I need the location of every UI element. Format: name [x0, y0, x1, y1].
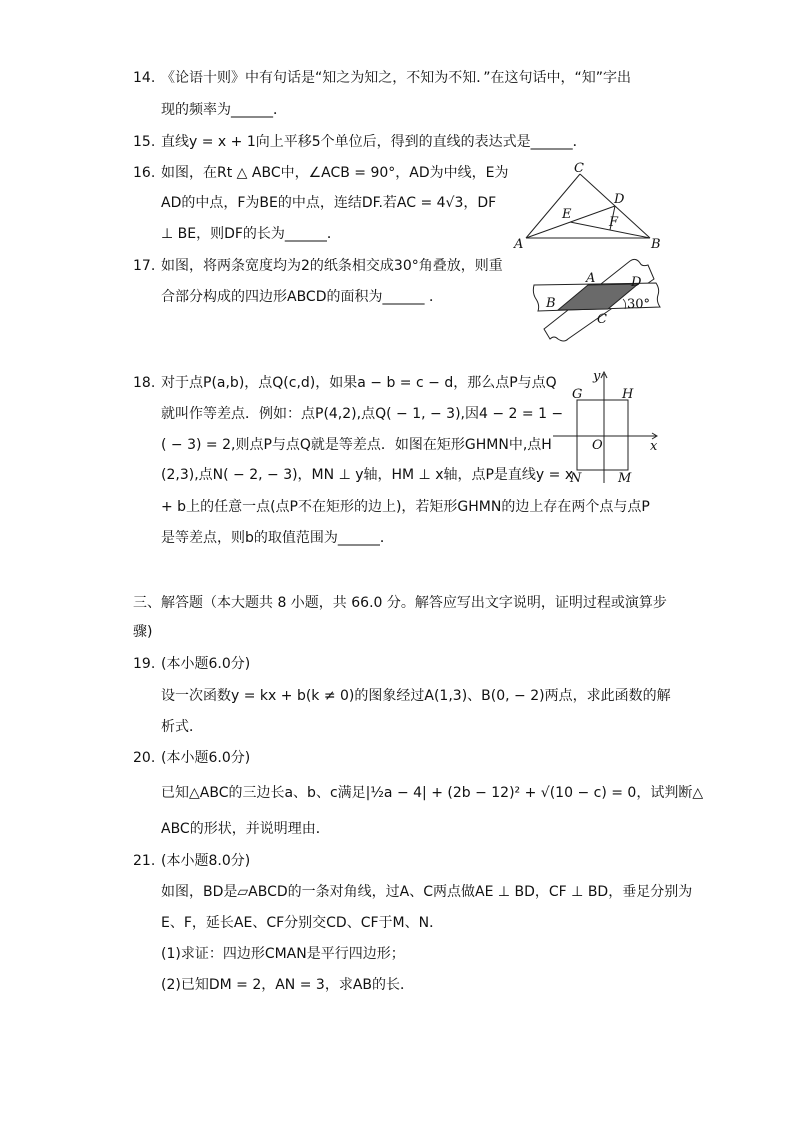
q14-number: 14. — [133, 70, 156, 86]
q20-score: (本小题6.0分) — [161, 750, 251, 766]
q16-text-line2: AD的中点，F为BE的中点，连结DF.若AC = 4√3，DF — [161, 195, 497, 211]
q17-paper-strips-figure — [530, 255, 665, 347]
q16-label-c: C — [574, 161, 584, 176]
q19-text-line1: 设一次函数y = kx + b(k ≠ 0)的图象经过A(1,3)、B(0, − 2)两点，求此函数的解 — [161, 688, 671, 704]
q16-number: 16. — [133, 165, 156, 181]
q17-label-c: C — [597, 312, 607, 327]
q18-text-line1: 对于点P(a,b)，点Q(c,d)，如果a − b = c − d，那么点P与点Q — [161, 375, 557, 391]
q17-number: 17. — [133, 258, 156, 274]
q17-label-b: B — [546, 296, 556, 311]
q16-triangle-figure — [508, 160, 668, 255]
q16-text-line3: ⊥ BE，则DF的长为______． — [161, 226, 341, 242]
q18-label-n: N — [570, 471, 582, 486]
q18-label-x: x — [650, 439, 658, 454]
q21-score: (本小题8.0分) — [161, 853, 251, 869]
q17-text-line2: 合部分构成的四边形ABCD的面积为______ ． — [161, 289, 443, 305]
q18-number: 18. — [133, 375, 156, 391]
q16-label-a: A — [514, 237, 524, 252]
q19-text-line2: 析式． — [161, 719, 203, 735]
q18-text-line5: + b上的任意一点(点P不在矩形的边上)，若矩形GHMN的边上存在两个点与点P — [161, 499, 650, 515]
q21-text-line3: (1)求证：四边形CMAN是平行四边形； — [161, 946, 405, 962]
q20-text-line1: 已知△ABC的三边长a、b、c满足|½a − 4| + (2b − 12)² + √(10 − c) = 0，试判断△ — [161, 785, 704, 801]
q14-text-line1: 《论语十则》中有句话是“知之为知之，不知为不知．”在这句话中，“知”字出 — [161, 70, 632, 86]
q17-label-a: A — [586, 271, 596, 286]
q18-label-m: M — [618, 471, 632, 486]
q14-text-line2: 现的频率为______． — [161, 102, 287, 118]
q18-text-line4: (2,3),点N( − 2, − 3)，MN ⊥ y轴，HM ⊥ x轴，点P是直线y = x — [161, 467, 574, 483]
q15-text-line1: 直线y = x + 1向上平移5个单位后，得到的直线的表达式是______． — [161, 134, 587, 150]
section3-heading-line1: 三、解答题（本大题共 8 小题，共 66.0 分。解答应写出文字说明，证明过程或演算步 — [133, 595, 667, 611]
q16-label-f: F — [609, 215, 619, 230]
q16-label-b: B — [651, 237, 661, 252]
q21-number: 21. — [133, 853, 156, 869]
q19-number: 19. — [133, 656, 156, 672]
q18-rectangle-ghmn — [577, 400, 628, 470]
q15-number: 15. — [133, 134, 156, 150]
q21-text-line1: 如图，BD是▱ABCD的一条对角线，过A、C两点做AE ⊥ BD，CF ⊥ BD，垂足分别为 — [161, 884, 693, 900]
q16-text-line1: 如图，在Rt △ ABC中，∠ACB = 90°，AD为中线，E为 — [161, 165, 509, 181]
q18-label-g: G — [572, 387, 583, 402]
section3-heading-line2: 骤) — [133, 624, 153, 640]
q19-score: (本小题6.0分) — [161, 656, 251, 672]
q18-text-line6: 是等差点，则b的取值范围为______． — [161, 530, 394, 546]
q17-label-angle: 30° — [627, 297, 651, 312]
q20-text-line2: ABC的形状，并说明理由． — [161, 821, 330, 837]
q18-rectangle-axes-figure — [548, 368, 663, 488]
q21-text-line4: (2)已知DM = 2，AN = 3，求AB的长． — [161, 977, 414, 993]
q17-label-d: D — [631, 275, 642, 290]
q21-text-line2: E、F，延长AE、CF分别交CD、CF于M、N． — [161, 915, 444, 931]
q17-text-line1: 如图，将两条宽度均为2的纸条相交成30°角叠放，则重 — [161, 258, 503, 274]
q16-label-e: E — [562, 207, 572, 222]
q18-label-h: H — [622, 387, 634, 402]
q18-label-o: O — [592, 438, 603, 453]
q18-text-line3: ( − 3) = 2,则点P与点Q就是等差点．如图在矩形GHMN中,点H — [161, 437, 552, 453]
q20-number: 20. — [133, 750, 156, 766]
q18-text-line2: 就叫作等差点．例如：点P(4,2),点Q( − 1, − 3),因4 − 2 = 1 − — [161, 406, 564, 422]
q18-label-y: y — [593, 369, 601, 384]
q16-label-d: D — [614, 192, 625, 207]
